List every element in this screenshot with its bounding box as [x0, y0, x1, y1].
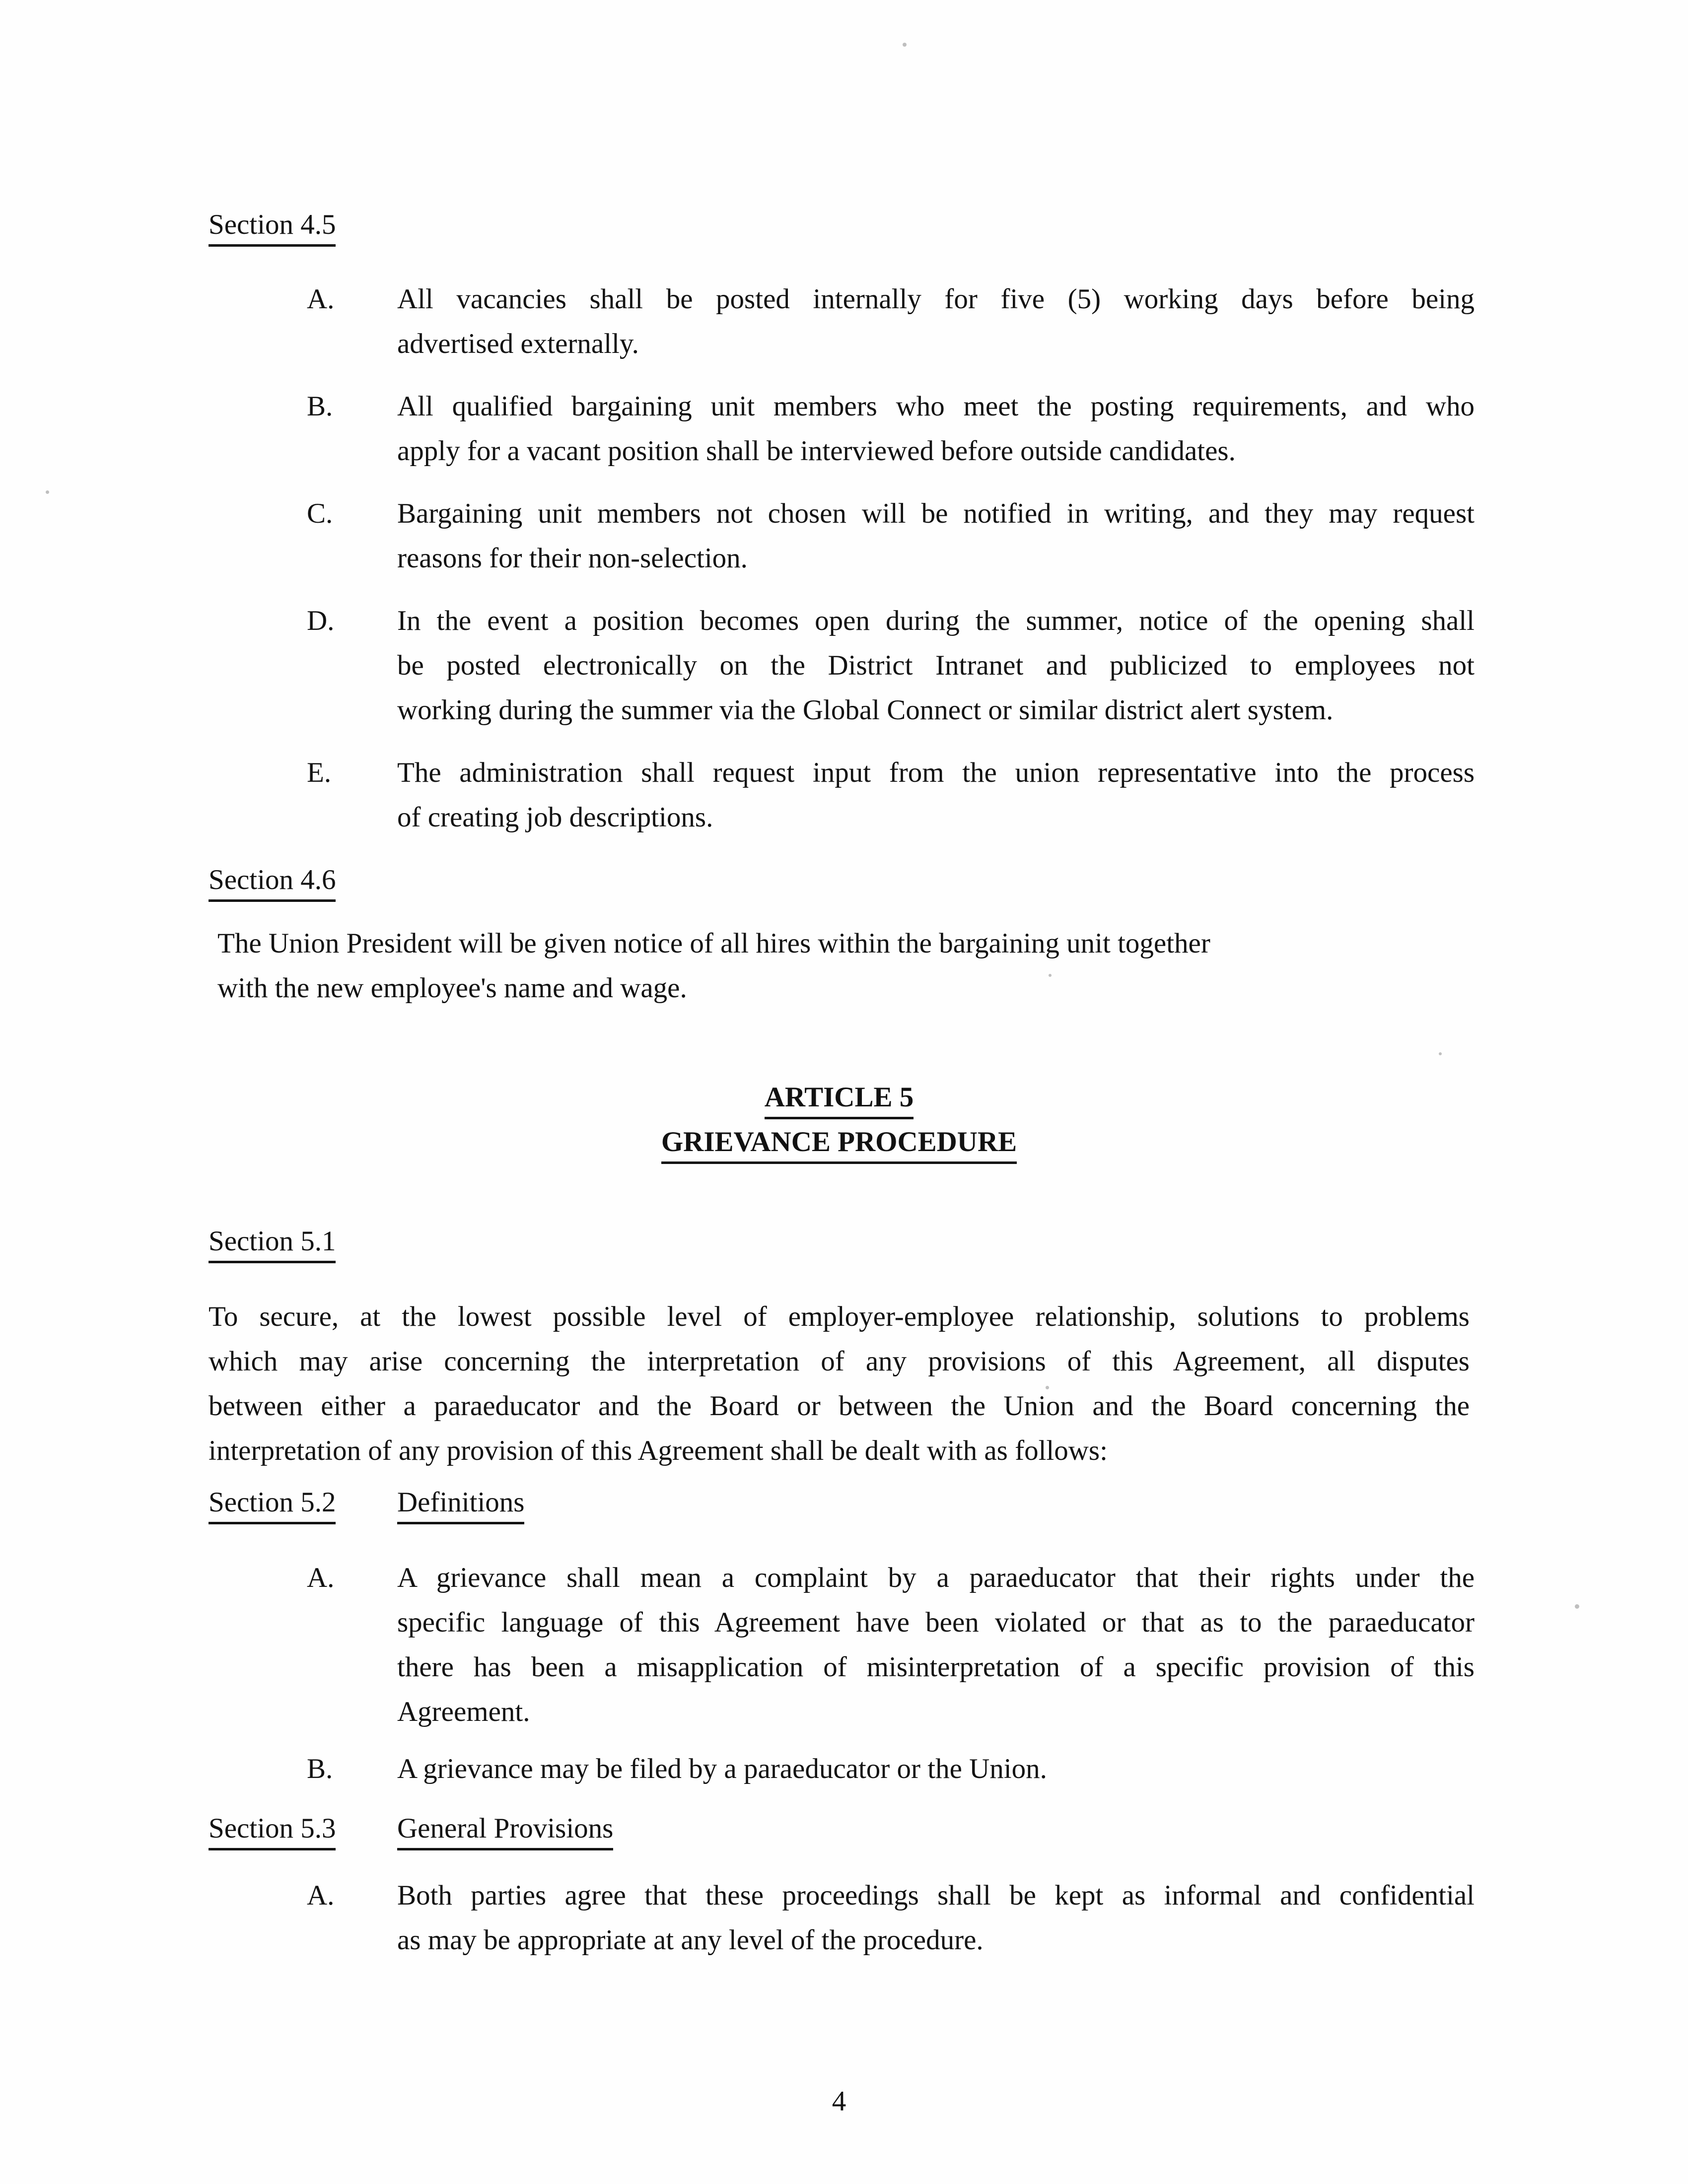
item-label: A.: [307, 1562, 335, 1593]
list-item-5-2-b: [209, 1747, 1470, 1791]
section-4-6-heading-text: Section 4.6: [209, 863, 336, 902]
text-line: between either a paraeducator and the Board or between the Union and the Board concerning the: [209, 1390, 1470, 1422]
article-5-number: ARTICLE 5: [765, 1080, 914, 1119]
text-line: A grievance may be filed by a paraeducator or the Union.: [397, 1753, 1047, 1784]
text-line: as may be appropriate at any level of the procedure.: [397, 1924, 984, 1956]
scan-speck: [1049, 974, 1052, 977]
list-item-5-3-a: [209, 1873, 1475, 1963]
list-item-4-5-b: [209, 384, 1475, 474]
text-line: there has been a misapplication of misinterpretation of a specific provision of this: [397, 1651, 1475, 1683]
text-line: Both parties agree that these proceedings shall be kept as informal and confidential: [397, 1880, 1475, 1911]
item-text: [397, 599, 1475, 733]
section-5-3-subheading-text: General Provisions: [397, 1811, 613, 1850]
list-item-5-2-a: [209, 1556, 1475, 1734]
scan-speck: [46, 490, 49, 494]
text-line: A grievance shall mean a complaint by a paraeducator that their rights under the: [397, 1562, 1475, 1593]
section-5-2-subheading-text: Definitions: [397, 1485, 524, 1524]
section-5-3-heading-col: [209, 1806, 397, 1851]
text-line: All qualified bargaining unit members who meet the posting requirements, and who: [397, 391, 1475, 422]
section-5-3-heading: [209, 1806, 1470, 1851]
text-line: advertised externally.: [397, 328, 639, 359]
item-text: [397, 277, 1475, 366]
item-text: [397, 1873, 1475, 1963]
section-5-2-heading: [209, 1480, 1470, 1525]
text-line: which may arise concerning the interpretation of any provisions of this Agreement, all disputes: [209, 1346, 1470, 1377]
item-label: A.: [307, 1880, 335, 1911]
text-line: interpretation of any provision of this Agreement shall be dealt with as follows:: [209, 1435, 1108, 1466]
article-5-heading: [209, 1075, 1470, 1164]
section-4-6-paragraph: [209, 921, 1470, 1011]
item-text: [397, 751, 1475, 840]
text-line: apply for a vacant position shall be interviewed before outside candidates.: [397, 435, 1236, 467]
text-line: Bargaining unit members not chosen will be notified in writing, and they may request: [397, 498, 1475, 529]
list-item-4-5-a: [209, 277, 1475, 366]
item-text: [397, 491, 1475, 581]
section-5-2-heading-text: Section 5.2: [209, 1485, 336, 1524]
text-line: reasons for their non-selection.: [397, 543, 748, 574]
text-line: working during the summer via the Global Connect or similar district alert system.: [397, 694, 1334, 726]
item-text: [397, 1556, 1475, 1734]
item-label: C.: [307, 498, 333, 529]
section-4-5-heading: [209, 203, 1470, 247]
section-5-1-heading: [209, 1219, 1470, 1264]
text-line: with the new employee's name and wage.: [217, 972, 687, 1004]
section-4-6-heading: [209, 858, 1470, 902]
item-text: [397, 1747, 1475, 1791]
section-5-2-heading-col: [209, 1480, 397, 1525]
article-5-title: GRIEVANCE PROCEDURE: [661, 1125, 1017, 1164]
text-line: The Union President will be given notice of all hires within the bargaining unit together: [217, 928, 1210, 959]
article-5-title-line: [209, 1075, 1470, 1120]
item-label: B.: [307, 391, 333, 422]
text-line: Agreement.: [397, 1696, 530, 1727]
text-line: of creating job descriptions.: [397, 802, 713, 833]
page-content: [209, 203, 1475, 2124]
scan-speck: [1046, 1386, 1049, 1389]
list-item-4-5-d: [209, 599, 1475, 733]
text-line: The administration shall request input from the union representative into the process: [397, 757, 1475, 788]
section-5-3-heading-text: Section 5.3: [209, 1811, 336, 1850]
scan-speck: [1439, 1052, 1442, 1055]
text-line: To secure, at the lowest possible level of employer-employee relationship, solutions to problems: [209, 1301, 1470, 1332]
item-label: B.: [307, 1753, 333, 1784]
text-line: specific language of this Agreement have been violated or that as to the paraeducator: [397, 1607, 1475, 1638]
scan-speck: [1575, 1604, 1579, 1609]
text-line: All vacancies shall be posted internally for five (5) working days before being: [397, 283, 1475, 315]
list-item-4-5-e: [209, 751, 1475, 840]
article-5-subtitle-line: [209, 1120, 1470, 1164]
list-item-4-5-c: [209, 491, 1475, 581]
section-5-1-paragraph: [209, 1295, 1470, 1473]
section-5-1-heading-text: Section 5.1: [209, 1224, 336, 1263]
item-text: [397, 384, 1475, 474]
scan-speck: [903, 43, 907, 47]
item-label: E.: [307, 757, 332, 788]
text-line: be posted electronically on the District Intranet and publicized to employees not: [397, 650, 1475, 681]
page-number: 4: [832, 2086, 846, 2117]
text-line: In the event a position becomes open during the summer, notice of the opening shall: [397, 605, 1475, 636]
item-label: A.: [307, 283, 335, 315]
section-4-5-heading-text: Section 4.5: [209, 207, 336, 247]
item-label: D.: [307, 605, 335, 636]
